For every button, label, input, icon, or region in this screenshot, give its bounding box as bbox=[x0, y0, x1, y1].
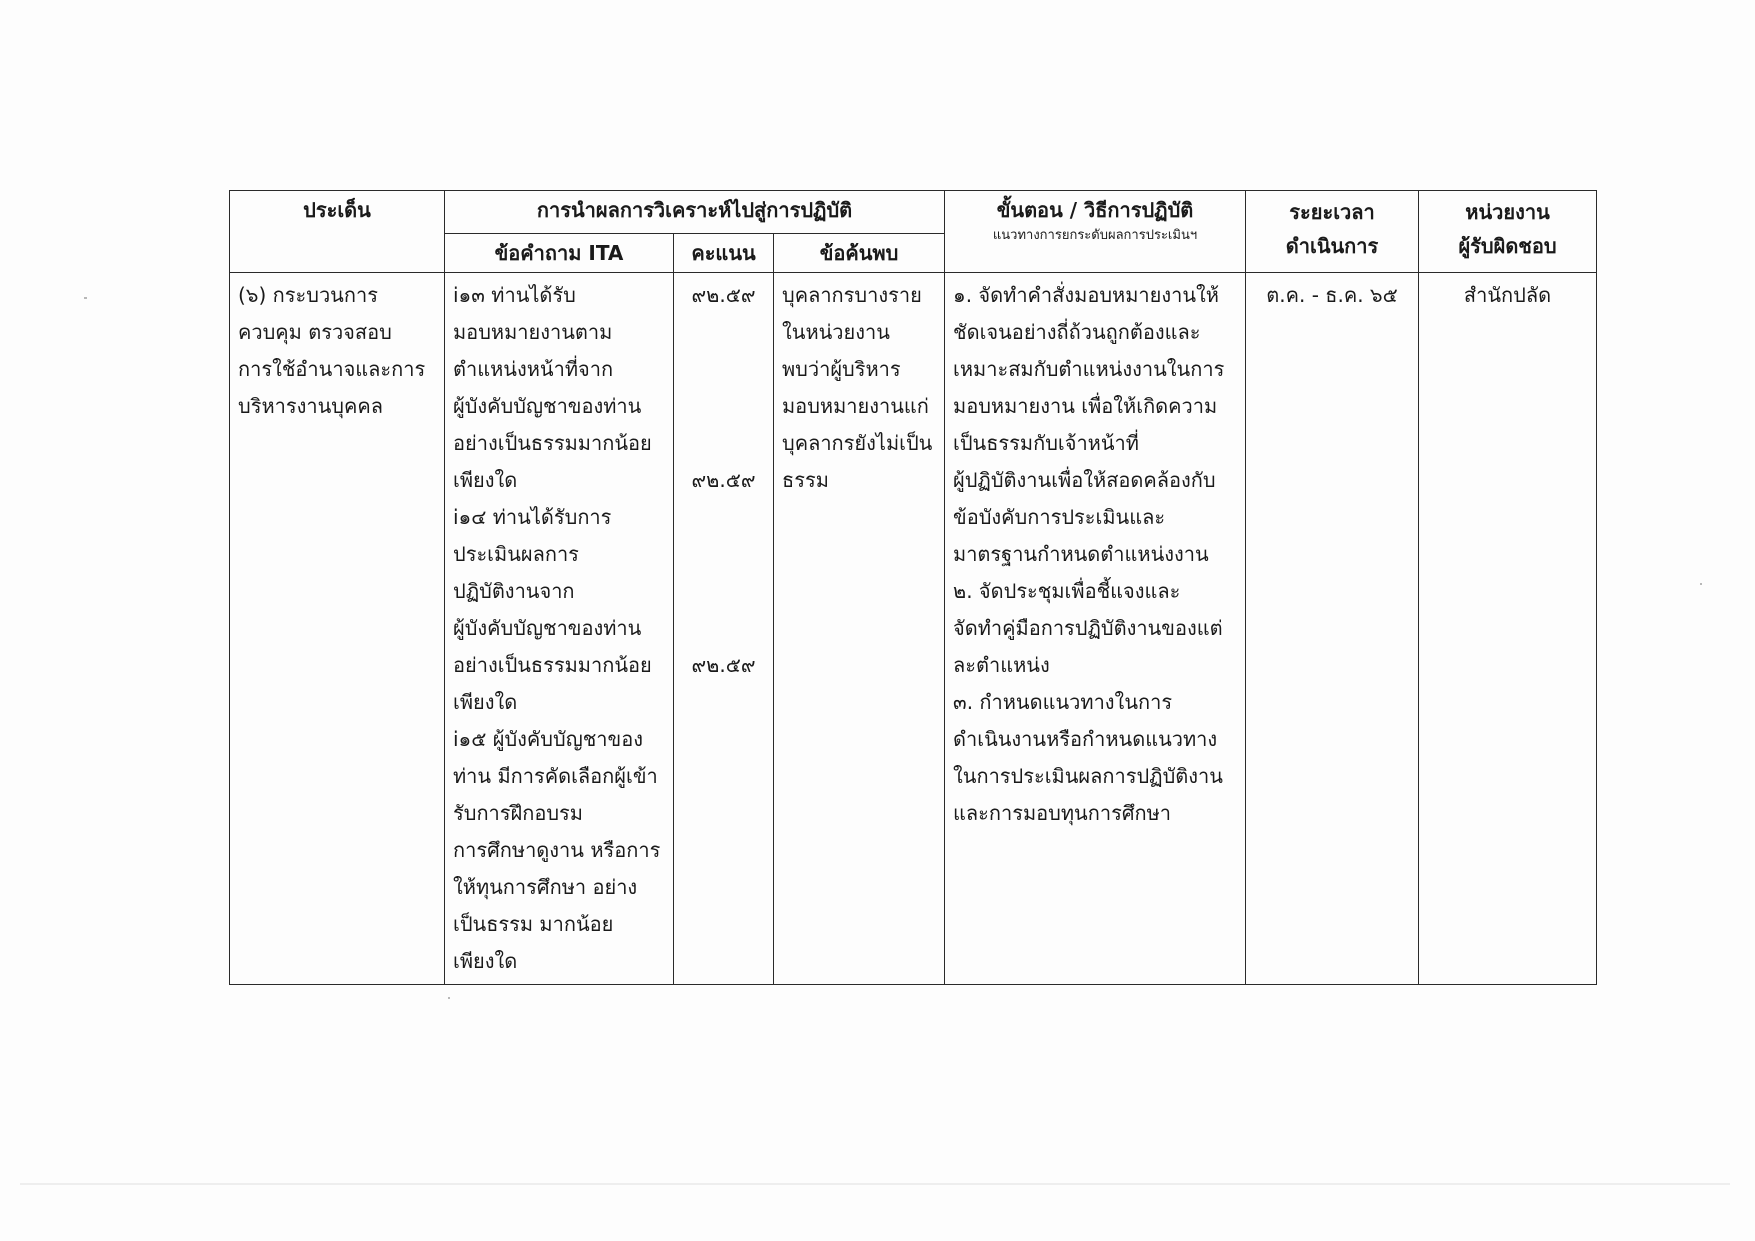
cell-period: ต.ค. - ธ.ค. ๖๕ bbox=[1246, 273, 1419, 985]
cell-questions bbox=[445, 273, 674, 985]
action-plan-table bbox=[229, 190, 1597, 985]
score-i15: ๙๒.๕๙ bbox=[691, 653, 756, 677]
question-i15: i๑๕ ผู้บังคับบัญชาของ ท่าน มีการคัดเลือกผู้เข้า รับการฝึกอบรม การศึกษาดูงาน หรือการ ให้ทุนการศึกษา อย่าง เป็นธรรม มากน้อย เพียงใด bbox=[453, 727, 661, 973]
header-score: คะแนน bbox=[674, 234, 774, 273]
header-ita-question: ข้อคำถาม ITA bbox=[445, 234, 674, 273]
header-application: การนำผลการวิเคราะห์ไปสู่การปฏิบัติ bbox=[445, 191, 945, 234]
cell-finding: บุคลากรบางราย ในหน่วยงาน พบว่าผู้บริหาร มอบหมายงานแก่ บุคลากรยังไม่เป็น ธรรม bbox=[774, 273, 945, 985]
header-procedure bbox=[945, 191, 1246, 273]
cell-scores bbox=[674, 273, 774, 985]
header-responsible: หน่วยงาน ผู้รับผิดชอบ bbox=[1419, 191, 1597, 273]
table-row bbox=[230, 273, 1597, 985]
scan-speck bbox=[448, 997, 450, 999]
header-finding: ข้อค้นพบ bbox=[774, 234, 945, 273]
score-i14: ๙๒.๕๙ bbox=[691, 468, 756, 492]
cell-responsible: สำนักปลัด bbox=[1419, 273, 1597, 985]
header-procedure-subtitle: แนวทางการยกระดับผลการประเมินฯ bbox=[992, 228, 1198, 243]
scan-speck bbox=[1700, 583, 1702, 585]
question-i13: i๑๓ ท่านได้รับ มอบหมายงานตาม ตำแหน่งหน้าที่จาก ผู้บังคับบัญชาของท่าน อย่างเป็นธรรมมากน้อย เพียงใด bbox=[453, 283, 652, 492]
header-issue: ประเด็น bbox=[230, 191, 445, 273]
scan-edge-line bbox=[20, 1183, 1730, 1185]
question-i14: i๑๔ ท่านได้รับการ ประเมินผลการ ปฏิบัติงานจาก ผู้บังคับบัญชาของท่าน อย่างเป็นธรรมมากน้อย เพียงใด bbox=[453, 505, 652, 714]
cell-issue: (๖) กระบวนการ ควบคุม ตรวจสอบ การใช้อำนาจและการ บริหารงานบุคคล bbox=[230, 273, 445, 985]
scan-speck bbox=[84, 297, 87, 299]
score-i13: ๙๒.๕๙ bbox=[691, 283, 756, 307]
header-row-1 bbox=[230, 191, 1597, 234]
header-procedure-title: ขั้นตอน / วิธีการปฏิบัติ bbox=[996, 198, 1194, 222]
header-period: ระยะเวลา ดำเนินการ bbox=[1246, 191, 1419, 273]
cell-procedure: ๑. จัดทำคำสั่งมอบหมายงานให้ ชัดเจนอย่างถี่ถ้วนถูกต้องและ เหมาะสมกับตำแหน่งงานในการ มอบหมายงาน เพื่อให้เกิดความ เป็นธรรมกับเจ้าหน้าที่ ผู้ปฏิบัติงานเพื่อให้สอดคล้องกับ ข้อบังคับการประเมินและ มาตรฐานกำหนดตำแหน่งงาน ๒. จัดประชุมเพื่อชี้แจงและ จัดทำคู่มือการปฏิบัติงานของแต่ ละตำแหน่ง ๓. กำหนดแนวทางในการ ดำเนินงานหรือกำหนดแนวทาง ในการประเมินผลการปฏิบัติงาน และการมอบทุนการศึกษา bbox=[945, 273, 1246, 985]
